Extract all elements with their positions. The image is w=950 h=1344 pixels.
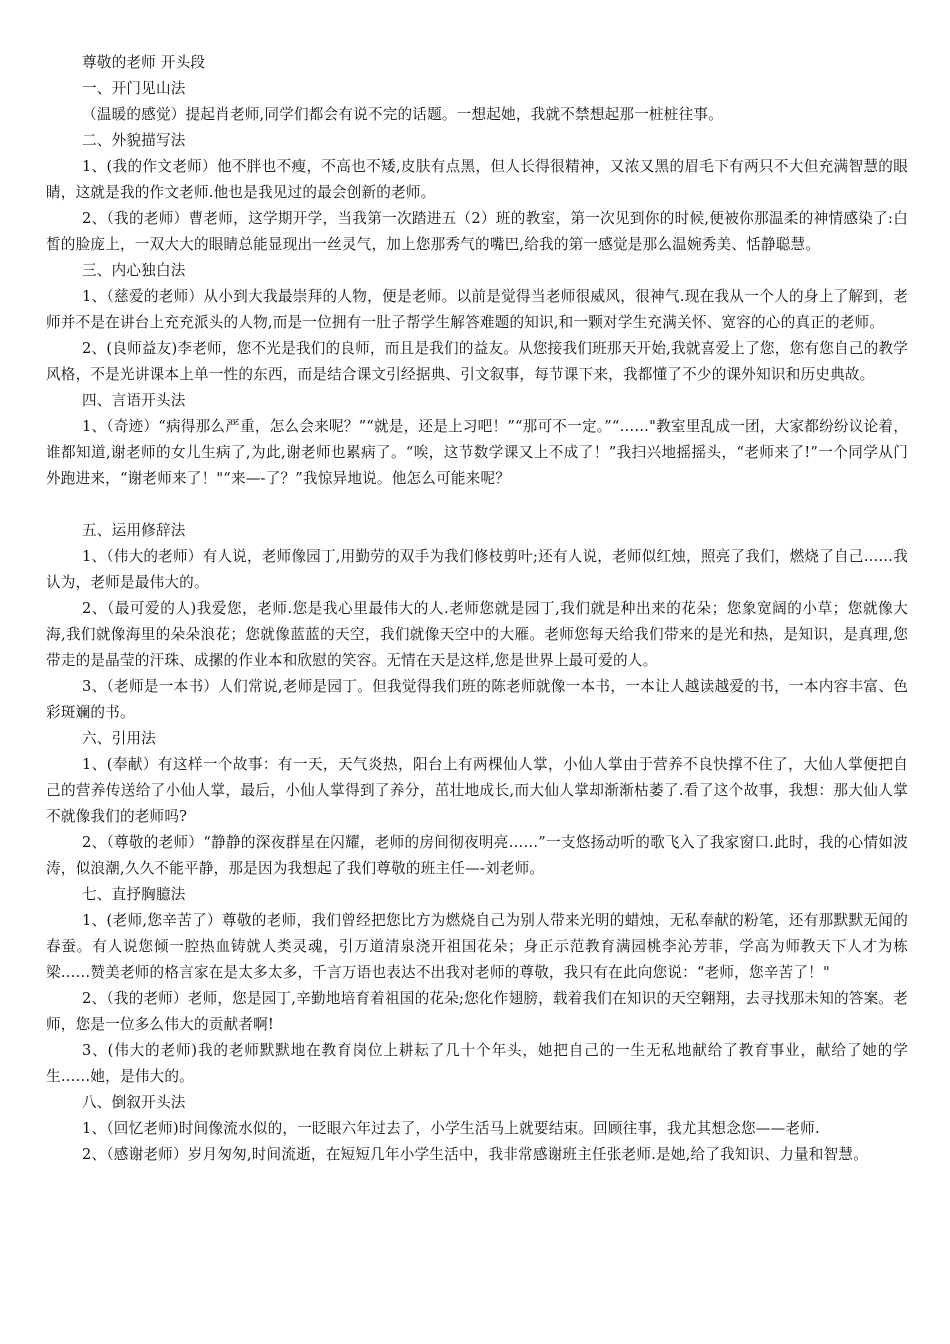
paragraph: 1、(奉献）有这样一个故事：有一天，天气炎热，阳台上有两棵仙人掌，小仙人掌由于营养不良快撑不住了，大仙人掌便把自己的营养传送给了小仙人掌，最后，小仙人掌得到了养分，茁壮地成长,而大仙人掌却渐渐枯萎了.看了这个故事，我想：那大仙人掌不就像我们的老师吗? bbox=[46, 756, 908, 825]
paragraph: 2、（感谢老师）岁月匆匆,时间流逝，在短短几年小学生活中，我非常感谢班主任张老师.是她,给了我知识、力量和智慧。 bbox=[82, 1146, 868, 1163]
document-title: 尊敬的老师 开头段 bbox=[82, 54, 206, 71]
paragraph: 2、(良师益友)李老师，您不光是我们的良师，而且是我们的益友。从您接我们班那天开始,我就喜爱上了您，您有您自己的教学风格，不是光讲课本上单一性的东西，而是结合课文引经据典、引文叙事，每节课下来，我都懂了不少的课外知识和历史典故。 bbox=[46, 340, 908, 383]
paragraph: 1、(我的作文老师）他不胖也不瘦，不高也不矮,皮肤有点黑，但人长得很精神，又浓又黑的眉毛下有两只不大但充满智慧的眼睛，这就是我的作文老师.他也是我见过的最会创新的老师。 bbox=[46, 158, 908, 201]
paragraph: 2、（最可爱的人)我爱您，老师.您是我心里最伟大的人.老师您就是园丁,我们就是种出来的花朵；您象宽阔的小草；您就像大海,我们就像海里的朵朵浪花；您就像蓝蓝的天空，我们就像天空中的大雁。老师您每天给我们带来的是光和热，是知识，是真理,您带走的是晶莹的汗珠、成摞的作业本和欣慰的笑容。无情在天是这样,您是世界上最可爱的人。 bbox=[46, 600, 908, 669]
paragraph: 3、(伟大的老师)我的老师默默地在教育岗位上耕耘了几十个年头，她把自己的一生无私地献给了教育事业，献给了她的学生……她，是伟大的。 bbox=[46, 1042, 908, 1085]
paragraph: 1、（慈爱的老师）从小到大我最崇拜的人物，便是老师。以前是觉得当老师很威风，很神气.现在我从一个人的身上了解到，老师并不是在讲台上充充派头的人物,而是一位拥有一肚子帮学生解答难题的知识,和一颗对学生充满关怀、宽容的心的真正的老师。 bbox=[46, 288, 908, 331]
section-heading-3: 三、内心独白法 bbox=[82, 262, 186, 279]
section-heading-8: 八、倒叙开头法 bbox=[82, 1094, 186, 1111]
paragraph: 3、（老师是一本书）人们常说,老师是园丁。但我觉得我们班的陈老师就像一本书，一本让人越读越爱的书，一本内容丰富、色彩斑斓的书。 bbox=[46, 678, 908, 721]
paragraph: 1、(老师,您辛苦了）尊敬的老师，我们曾经把您比方为燃烧自己为别人带来光明的蜡烛，无私奉献的粉笔，还有那默默无闻的春蚕。有人说您倾一腔热血铸就人类灵魂，引万道清泉浇开祖国花朵；身正示范教育满园桃李沁芳菲，学高为师教天下人才为栋梁……赞美老师的格言家在是太多太多，千言万语也表达不出我对老师的尊敬，我只有在此向您说：“老师，您辛苦了！" bbox=[46, 912, 908, 981]
section-heading-1: 一、开门见山法 bbox=[82, 80, 186, 97]
paragraph: 2、（我的老师）曹老师，这学期开学，当我第一次踏进五（2）班的教室，第一次见到你的时候,便被你那温柔的神情感染了:白皙的脸庞上，一双大大的眼睛总能显现出一丝灵气，加上您那秀气的嘴巴,给我的第一感觉是那么温婉秀美、恬静聪慧。 bbox=[46, 210, 908, 253]
paragraph: （温暖的感觉）提起肖老师,同学们都会有说不完的话题。一想起她，我就不禁想起那一桩桩往事。 bbox=[82, 106, 723, 123]
section-heading-4: 四、言语开头法 bbox=[82, 392, 186, 409]
blank-line bbox=[46, 492, 908, 518]
paragraph: 1、（奇迹）“病得那么严重，怎么会来呢？”“就是，还是上习吧！”“那可不一定。”“……"教室里乱成一团，大家都纷纷议论着，谁都知道,谢老师的女儿生病了,为此,谢老师也累病了。“唉，这节数学课又上不成了！”我扫兴地摇摇头，“老师来了!”一个同学从门外跑进来，“谢老师来了！"“来—-了？”我惊异地说。他怎么可能来呢？ bbox=[46, 418, 908, 487]
section-heading-2: 二、外貌描写法 bbox=[82, 132, 186, 149]
document-page bbox=[46, 50, 908, 1168]
section-heading-7: 七、直抒胸臆法 bbox=[82, 886, 186, 903]
section-heading-5: 五、运用修辞法 bbox=[82, 522, 186, 539]
paragraph: 1、（回忆老师)时间像流水似的，一眨眼六年过去了，小学生活马上就要结束。回顾往事，我尤其想念您——老师. bbox=[82, 1120, 820, 1137]
paragraph: 1、（伟大的老师）有人说，老师像园丁,用勤劳的双手为我们修枝剪叶;还有人说，老师似红烛，照亮了我们，燃烧了自己……我认为，老师是最伟大的。 bbox=[46, 548, 908, 591]
paragraph: 2、（尊敬的老师）“静静的深夜群星在闪耀，老师的房间彻夜明亮……”一支悠扬动听的歌飞入了我家窗口.此时，我的心情如波涛，似浪潮,久久不能平静，那是因为我想起了我们尊敬的班主任—-刘老师。 bbox=[46, 834, 908, 877]
section-heading-6: 六、引用法 bbox=[82, 730, 156, 747]
paragraph: 2、（我的老师）老师，您是园丁,辛勤地培育着祖国的花朵;您化作翅膀，载着我们在知识的天空翱翔，去寻找那未知的答案。老师，您是一位多么伟大的贡献者啊! bbox=[46, 990, 908, 1033]
